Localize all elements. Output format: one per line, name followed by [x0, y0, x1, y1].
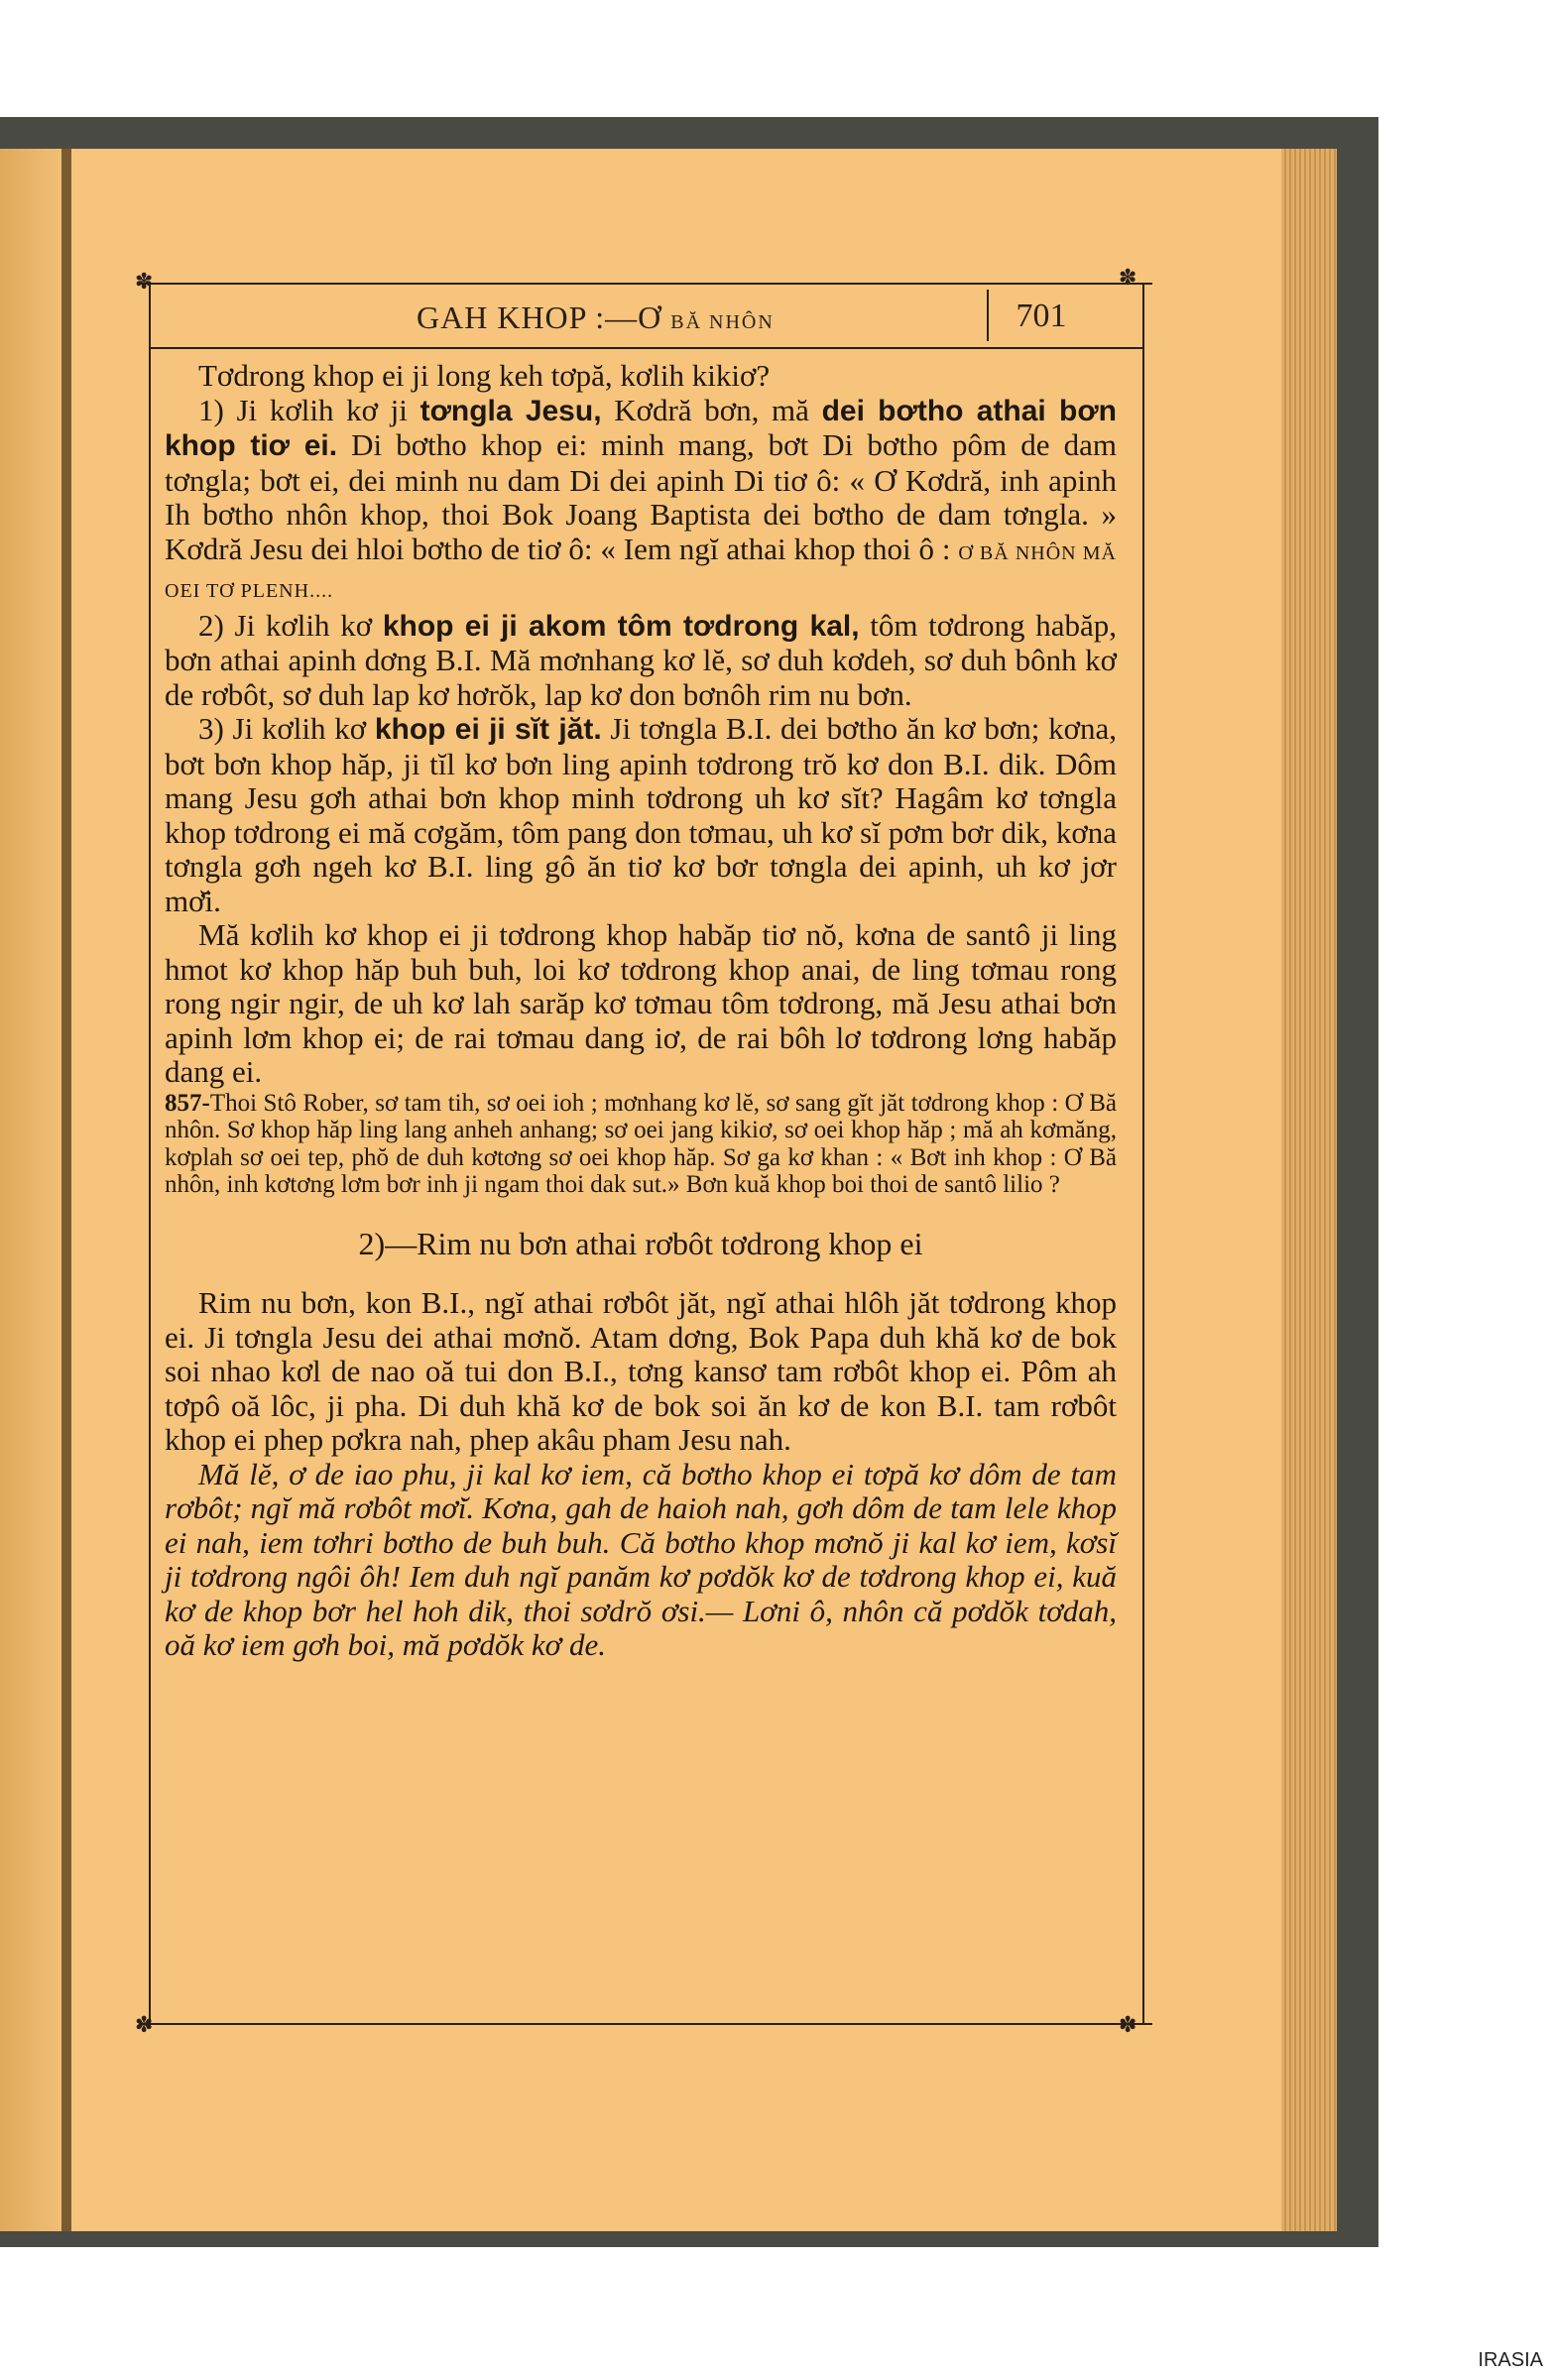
- page-stack-edge: [1281, 149, 1337, 2231]
- bottom-rule: [139, 2023, 1152, 2025]
- corner-ornament-icon: ✽: [135, 2013, 154, 2038]
- section-heading: 2)—Rim nu bơn athai rơbôt tơdrong khop ei: [358, 1225, 923, 1261]
- paragraph: Rim nu bơn, kon B.I., ngĭ athai rơbôt jăt, ngĭ athai hlôh jăt tơdrong khop ei. Ji tơngla Jesu dei athai mơnŏ. Atam dơng, Bok Papa duh khă kơ de bok soi nhao kơl de nao oă tui don B.I., tơng kansơ tam rơbôt khop ei. Pôm ah tơpô oă lôc, ji pha. Di duh khă kơ de bok soi ăn kơ de kon B.I. tam rơbôt khop ei phep pơkra nah, phep akâu pham Jesu nah.: [165, 1285, 1117, 1457]
- paragraph: Mă kơlih kơ khop ei ji tơdrong khop habăp tiơ nŏ, kơna de santô ji ling hmot kơ khop hăp buh buh, loi kơ tơdrong khop anai, de ling tơmau rong rong ngir ngir, de uh kơ lah sarăp kơ tơmau tôm tơdrong, mă Jesu athai bơn apinh lơm khop ei; de rai tơmau dang iơ, de rai bôh lơ tơdrong lơng habăp dang ei.: [165, 917, 1117, 1089]
- text-run: Ji tơngla B.I. dei bơtho ăn kơ bơn; kơna, bơt bơn khop hăp, ji tĭl kơ bơn ling apinh tơdrong trŏ kơ don B.I. dik. Dôm mang Jesu gơh athai bơn khop minh tơdrong uh kơ sĭt? Hagâm kơ tơngla khop tơdrong ei mă cơgăm, tôm pang don tơmau, uh kơ sĭ pơm bơr dik, kơna tơngla gơh ngeh kơ B.I. ling gô ăn tiơ kơ bơr tơngla dei apinh, uh kơ jơr mơ̆i.: [165, 711, 1118, 918]
- bold-text: dei bơtho athai bơn khop tiơ ei.: [165, 394, 1117, 462]
- paragraph: [165, 712, 1117, 918]
- corner-ornament-icon: ✽: [1119, 266, 1137, 291]
- italic-paragraph: Mă lĕ, ơ de iao phu, ji kal kơ iem, că bơtho khop ei tơpă kơ dôm de tam rơbôt; ngĭ mă rơbôt mơ̆i. Kơna, gah de haioh nah, gơh dôm de tam lele khop ei nah, iem tơhri bơtho de buh buh. Că bơtho khop mơnŏ ji kal kơ iem, kơsĭ ji tơdrong ngôi ôh! Iem duh ngĭ panăm kơ pơdŏk kơ de tơdrong khop ei, kuă kơ de khop bơr hel hoh dik, thoi sơdrŏ ơsi.— Lơni ô, nhôn că pơdŏk tơdah, oă kơ iem gơh boi, mă pơdŏk kơ de.: [165, 1456, 1117, 1662]
- paragraph: [165, 609, 1117, 713]
- text-run: Di bơtho khop ei: minh mang, bơt Di bơtho pôm de dam tơngla; bơt ei, dei minh nu dam Di dei apinh Di tiơ ô: « Ơ Kơdră, inh apinh Ih bơtho nhôn khop, thoi Bok Joang Baptista dei bơtho de dam tơngla. » Kơdră Jesu dei hloi bơtho de tiơ ô: « Iem ngĭ athai khop thoi ô :: [165, 427, 1117, 566]
- header-divider: [987, 290, 989, 341]
- bold-text: khop ei ji akom tôm tơdrong kal,: [382, 609, 860, 643]
- running-title-main: GAH KHOP :—Ơ: [417, 299, 662, 335]
- small-caps-text: Ơ BĂ NHÔN MĂ OEI TƠ PLENH....: [165, 541, 1117, 602]
- note-number: 857-: [165, 1089, 210, 1117]
- paragraph: Tơdrong khop ei ji long keh tơpă, kơlih kikiơ?: [198, 358, 771, 393]
- bold-text: tơngla Jesu,: [419, 394, 602, 427]
- paragraph: [165, 394, 1117, 609]
- corner-ornament-icon: ✽: [1119, 2013, 1137, 2038]
- body-text: [165, 359, 1117, 1663]
- page-number: 701: [1016, 298, 1067, 334]
- book-gutter: [61, 149, 71, 2231]
- note-text: Thoi Stô Rober, sơ tam tih, sơ oei ioh ; mơnhang kơ lĕ, sơ sang gĭt jăt tơdrong khop : Ơ Bă nhôn. Sơ khop hăp ling lang anheh anhang; sơ oei jang kikiơ, sơ oei khop hăp ; mă ah kơmăng, kơplah sơ oei tep, phŏ de duh kơtơng sơ oei khop hăp. Sơ ga kơ khan : « Bơt inh khop : Ơ Bă nhôn, inh kơtơng lơm bơr inh ji ngam thoi dak sut.» Bơn kuă khop boi thoi de santô lilio ?: [165, 1089, 1117, 1198]
- text-run: 1) Ji kơlih kơ ji: [198, 392, 420, 427]
- corner-ornament-icon: ✽: [135, 270, 154, 295]
- text-run: Kơdră bơn, mă: [601, 392, 822, 427]
- text-run: tôm tơdrong habăp, bơn athai apinh dơng B.I. Mă mơnhang kơ lĕ, sơ duh kơdeh, sơ duh bônh kơ de rơbôt, sơ duh lap kơ hơrŏk, lap kơ don bơnôh rim nu bơn.: [165, 607, 1117, 712]
- footnote-paragraph: [165, 1090, 1117, 1199]
- text-run: 3) Ji kơlih kơ: [198, 711, 375, 746]
- watermark-credit: IRASIA: [1478, 2349, 1543, 2371]
- running-title: [417, 299, 833, 336]
- left-page-edge: [0, 149, 69, 2231]
- running-title-small: BĂ NHÔN: [670, 311, 775, 333]
- text-run: 2) Ji kơlih kơ: [198, 607, 383, 643]
- bold-text: khop ei ji sĭt jăt.: [374, 713, 602, 746]
